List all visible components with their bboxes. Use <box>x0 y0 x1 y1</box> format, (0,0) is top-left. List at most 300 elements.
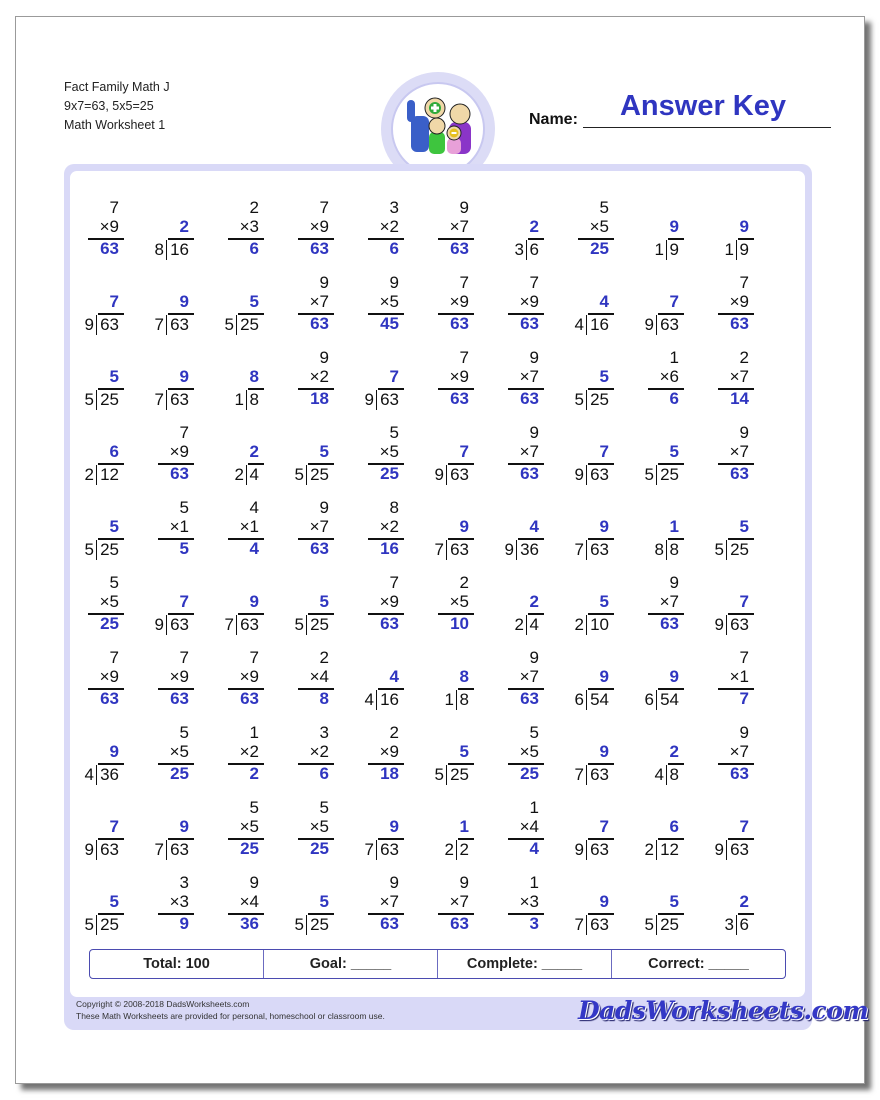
product-answer: 63 <box>520 689 539 708</box>
multiplicand: 5 <box>389 423 399 442</box>
divisor: 9 <box>574 465 584 484</box>
multiplier: ×5 <box>449 592 469 611</box>
divisor: 5 <box>84 390 94 409</box>
quotient-answer: 7 <box>179 592 189 611</box>
product-answer: 18 <box>310 389 329 408</box>
multiplicand: 3 <box>389 198 399 217</box>
dividend: 25 <box>240 315 259 334</box>
divisor: 3 <box>514 240 524 259</box>
division-bracket <box>586 390 587 410</box>
divisor: 5 <box>294 915 304 934</box>
multiplier: ×7 <box>309 292 329 311</box>
quotient-answer: 1 <box>459 817 469 836</box>
multiplicand: 2 <box>739 348 749 367</box>
product-answer: 25 <box>100 614 119 633</box>
divisor: 4 <box>574 315 584 334</box>
dividend: 2 <box>459 840 469 859</box>
multiplicand: 9 <box>319 348 329 367</box>
divisor: 5 <box>644 465 654 484</box>
dividend: 63 <box>450 540 469 559</box>
quotient-answer: 4 <box>389 667 399 686</box>
product-answer: 63 <box>310 539 329 558</box>
quotient-answer: 7 <box>599 442 609 461</box>
multiplication-problem <box>75 198 135 260</box>
multiplication-problem <box>75 573 135 635</box>
copyright-line: Copyright © 2008-2018 DadsWorksheets.com <box>76 999 250 1009</box>
multiplication-problem <box>215 198 275 260</box>
divisor: 9 <box>574 840 584 859</box>
multiplicand: 3 <box>319 723 329 742</box>
multiplier: ×7 <box>309 517 329 536</box>
divisor: 1 <box>444 690 454 709</box>
division-problem <box>355 348 415 410</box>
division-problem <box>355 798 415 860</box>
dividend: 25 <box>660 465 679 484</box>
product-answer: 25 <box>240 839 259 858</box>
divisor: 7 <box>154 840 164 859</box>
quotient-answer: 2 <box>529 217 539 236</box>
multiplication-problem <box>565 198 625 260</box>
dividend: 9 <box>739 240 749 259</box>
worksheet-facts: 9x7=63, 5x5=25 <box>64 99 154 113</box>
dividend: 25 <box>730 540 749 559</box>
worksheet-title: Fact Family Math J <box>64 80 170 94</box>
quotient-answer: 5 <box>109 367 119 386</box>
multiplicand: 9 <box>389 873 399 892</box>
dividend: 12 <box>660 840 679 859</box>
product-answer: 63 <box>380 614 399 633</box>
multiplier: ×9 <box>379 592 399 611</box>
product-answer: 63 <box>520 464 539 483</box>
division-problem <box>565 348 625 410</box>
dividend: 4 <box>529 615 539 634</box>
multiplicand: 9 <box>249 873 259 892</box>
dividend: 63 <box>100 315 119 334</box>
multiplication-problem <box>145 648 205 710</box>
multiplicand: 9 <box>739 423 749 442</box>
multiplication-problem <box>425 198 485 260</box>
division-problem <box>495 498 555 560</box>
division-problem <box>635 198 695 260</box>
divisor: 2 <box>574 615 584 634</box>
multiplication-problem <box>285 348 345 410</box>
multiplication-problem <box>285 723 345 785</box>
product-answer: 63 <box>380 914 399 933</box>
division-bracket <box>666 540 667 560</box>
quotient-answer: 9 <box>179 292 189 311</box>
quotient-answer: 5 <box>739 517 749 536</box>
multiplicand: 7 <box>109 198 119 217</box>
divisor: 9 <box>714 615 724 634</box>
divisor: 5 <box>714 540 724 559</box>
product-answer: 63 <box>100 689 119 708</box>
goal-field: Goal: _____ <box>264 950 438 978</box>
multiplication-problem <box>355 573 415 635</box>
quotient-answer: 9 <box>599 892 609 911</box>
quotient-answer: 7 <box>459 442 469 461</box>
multiplicand: 9 <box>669 573 679 592</box>
division-bracket <box>656 915 657 935</box>
division-bracket <box>166 840 167 860</box>
division-bracket <box>456 840 457 860</box>
multiplicand: 7 <box>529 273 539 292</box>
divisor: 5 <box>224 315 234 334</box>
multiplicand: 5 <box>319 798 329 817</box>
divisor: 4 <box>654 765 664 784</box>
quotient-answer: 4 <box>529 517 539 536</box>
multiplier: ×2 <box>239 742 259 761</box>
division-problem <box>285 423 345 485</box>
multiplication-problem <box>495 348 555 410</box>
worksheet-number: Math Worksheet 1 <box>64 118 166 132</box>
dividend: 36 <box>100 765 119 784</box>
multiplier: ×3 <box>239 217 259 236</box>
division-bracket <box>446 765 447 785</box>
product-answer: 63 <box>520 389 539 408</box>
multiplication-problem <box>355 873 415 935</box>
divisor: 2 <box>234 465 244 484</box>
dividend: 8 <box>669 765 679 784</box>
dividend: 25 <box>100 390 119 409</box>
division-problem <box>75 873 135 935</box>
multiplier: ×9 <box>729 292 749 311</box>
division-bracket <box>666 240 667 260</box>
quotient-answer: 7 <box>669 292 679 311</box>
multiplicand: 5 <box>179 723 189 742</box>
name-label: Name: <box>529 111 578 128</box>
multiplier: ×9 <box>169 442 189 461</box>
multiplication-problem <box>635 573 695 635</box>
score-bar <box>89 949 786 979</box>
division-problem <box>565 648 625 710</box>
quotient-answer: 9 <box>739 217 749 236</box>
multiplication-problem <box>705 348 765 410</box>
multiplication-problem <box>495 873 555 935</box>
multiplication-problem <box>495 273 555 335</box>
divisor: 9 <box>154 615 164 634</box>
multiplication-problem <box>215 648 275 710</box>
multiplicand: 7 <box>389 573 399 592</box>
divisor: 4 <box>364 690 374 709</box>
divisor: 5 <box>644 915 654 934</box>
multiplier: ×1 <box>239 517 259 536</box>
product-answer: 63 <box>450 314 469 333</box>
product-answer: 6 <box>669 389 679 408</box>
multiplicand: 9 <box>529 348 539 367</box>
division-problem <box>425 798 485 860</box>
multiplicand: 7 <box>109 648 119 667</box>
division-problem <box>565 723 625 785</box>
division-bracket <box>376 840 377 860</box>
divisor: 1 <box>654 240 664 259</box>
division-bracket <box>236 615 237 635</box>
usage-line: These Math Worksheets are provided for personal, homeschool or classroom use. <box>76 1011 385 1021</box>
division-bracket <box>96 840 97 860</box>
quotient-answer: 2 <box>529 592 539 611</box>
quotient-answer: 9 <box>599 667 609 686</box>
divisor: 3 <box>724 915 734 934</box>
division-problem <box>75 348 135 410</box>
multiplicand: 9 <box>459 873 469 892</box>
multiplier: ×5 <box>519 742 539 761</box>
division-problem <box>145 573 205 635</box>
dividend: 63 <box>170 315 189 334</box>
multiplier: ×9 <box>309 217 329 236</box>
multiplicand: 9 <box>459 198 469 217</box>
divisor: 9 <box>364 390 374 409</box>
multiplier: ×4 <box>239 892 259 911</box>
multiplier: ×5 <box>589 217 609 236</box>
product-answer: 25 <box>170 764 189 783</box>
divisor: 7 <box>434 540 444 559</box>
multiplicand: 7 <box>459 273 469 292</box>
multiplication-problem <box>75 648 135 710</box>
multiplier: ×7 <box>519 442 539 461</box>
division-problem <box>635 723 695 785</box>
division-bracket <box>246 465 247 485</box>
division-problem <box>635 498 695 560</box>
product-answer: 63 <box>100 239 119 258</box>
multiplier: ×7 <box>449 217 469 236</box>
division-bracket <box>446 540 447 560</box>
multiplicand: 7 <box>739 648 749 667</box>
divisor: 8 <box>154 240 164 259</box>
complete-field: Complete: _____ <box>438 950 612 978</box>
product-answer: 63 <box>170 689 189 708</box>
total-count: Total: 100 <box>90 950 264 978</box>
multiplicand: 5 <box>249 798 259 817</box>
multiplication-problem <box>705 423 765 485</box>
quotient-answer: 9 <box>179 817 189 836</box>
divisor: 7 <box>574 765 584 784</box>
multiplication-problem <box>495 423 555 485</box>
quotient-answer: 5 <box>459 742 469 761</box>
product-answer: 4 <box>529 839 539 858</box>
brand-logo: DadsWorksheets.com <box>578 996 869 1025</box>
multiplicand: 2 <box>319 648 329 667</box>
multiplication-problem <box>355 723 415 785</box>
multiplication-problem <box>145 873 205 935</box>
dividend: 25 <box>310 465 329 484</box>
division-problem <box>75 273 135 335</box>
dividend: 25 <box>100 915 119 934</box>
dividend: 4 <box>249 465 259 484</box>
quotient-answer: 6 <box>669 817 679 836</box>
multiplier: ×7 <box>659 592 679 611</box>
quotient-answer: 5 <box>109 892 119 911</box>
division-bracket <box>586 765 587 785</box>
multiplication-problem <box>495 723 555 785</box>
multiplier: ×9 <box>169 667 189 686</box>
division-bracket <box>96 765 97 785</box>
quotient-answer: 6 <box>109 442 119 461</box>
division-bracket <box>166 615 167 635</box>
dividend: 8 <box>669 540 679 559</box>
dividend: 54 <box>660 690 679 709</box>
multiplication-problem <box>355 273 415 335</box>
multiplier: ×1 <box>169 517 189 536</box>
quotient-answer: 9 <box>389 817 399 836</box>
multiplication-problem <box>355 498 415 560</box>
multiplicand: 5 <box>529 723 539 742</box>
multiplier: ×9 <box>449 292 469 311</box>
division-bracket <box>166 240 167 260</box>
division-bracket <box>96 315 97 335</box>
product-answer: 63 <box>660 614 679 633</box>
multiplier: ×3 <box>169 892 189 911</box>
multiplier: ×7 <box>519 367 539 386</box>
dividend: 10 <box>590 615 609 634</box>
multiplicand: 5 <box>109 573 119 592</box>
quotient-answer: 7 <box>109 292 119 311</box>
multiplicand: 7 <box>739 273 749 292</box>
divisor: 9 <box>644 315 654 334</box>
division-problem <box>565 873 625 935</box>
division-bracket <box>586 540 587 560</box>
division-bracket <box>446 465 447 485</box>
dividend: 63 <box>100 840 119 859</box>
divisor: 8 <box>654 540 664 559</box>
multiplier: ×7 <box>449 892 469 911</box>
multiplication-problem <box>705 648 765 710</box>
multiplication-problem <box>285 273 345 335</box>
division-bracket <box>376 390 377 410</box>
multiplicand: 4 <box>249 498 259 517</box>
multiplication-problem <box>425 873 485 935</box>
dividend: 54 <box>590 690 609 709</box>
divisor: 2 <box>84 465 94 484</box>
divisor: 5 <box>574 390 584 409</box>
division-problem <box>565 798 625 860</box>
multiplication-problem <box>495 798 555 860</box>
product-answer: 18 <box>380 764 399 783</box>
product-answer: 63 <box>520 314 539 333</box>
multiplication-problem <box>425 573 485 635</box>
dividend: 8 <box>249 390 259 409</box>
multiplier: ×4 <box>519 817 539 836</box>
division-problem <box>705 798 765 860</box>
product-answer: 6 <box>249 239 259 258</box>
division-bracket <box>586 690 587 710</box>
multiplicand: 1 <box>529 798 539 817</box>
product-answer: 63 <box>310 314 329 333</box>
divisor: 9 <box>504 540 514 559</box>
multiplication-problem <box>355 423 415 485</box>
dividend: 63 <box>590 765 609 784</box>
dividend: 36 <box>520 540 539 559</box>
multiplication-problem <box>215 798 275 860</box>
division-problem <box>285 573 345 635</box>
quotient-answer: 7 <box>739 592 749 611</box>
multiplicand: 2 <box>389 723 399 742</box>
quotient-answer: 5 <box>319 442 329 461</box>
multiplier: ×7 <box>729 367 749 386</box>
multiplication-problem <box>705 723 765 785</box>
multiplier: ×9 <box>239 667 259 686</box>
quotient-answer: 5 <box>319 892 329 911</box>
multiplication-problem <box>285 198 345 260</box>
multiplication-problem <box>285 498 345 560</box>
multiplication-problem <box>495 648 555 710</box>
division-bracket <box>96 540 97 560</box>
division-bracket <box>586 465 587 485</box>
dividend: 25 <box>660 915 679 934</box>
multiplier: ×2 <box>379 517 399 536</box>
multiplicand: 1 <box>249 723 259 742</box>
division-bracket <box>526 240 527 260</box>
multiplication-problem <box>355 198 415 260</box>
multiplicand: 7 <box>179 648 189 667</box>
product-answer: 8 <box>319 689 329 708</box>
product-answer: 25 <box>380 464 399 483</box>
product-answer: 63 <box>310 239 329 258</box>
divisor: 5 <box>84 540 94 559</box>
multiplicand: 5 <box>599 198 609 217</box>
quotient-answer: 8 <box>249 367 259 386</box>
dividend: 8 <box>459 690 469 709</box>
dividend: 63 <box>590 840 609 859</box>
dividend: 63 <box>240 615 259 634</box>
divisor: 6 <box>644 690 654 709</box>
division-problem <box>425 648 485 710</box>
divisor: 9 <box>84 315 94 334</box>
division-problem <box>215 348 275 410</box>
divisor: 5 <box>294 615 304 634</box>
division-bracket <box>726 540 727 560</box>
multiplication-problem <box>215 873 275 935</box>
division-problem <box>495 573 555 635</box>
product-answer: 6 <box>319 764 329 783</box>
multiplicand: 5 <box>179 498 189 517</box>
multiplication-problem <box>145 723 205 785</box>
division-bracket <box>236 315 237 335</box>
division-bracket <box>736 240 737 260</box>
division-problem <box>425 498 485 560</box>
multiplier: ×2 <box>309 742 329 761</box>
product-answer: 4 <box>249 539 259 558</box>
dividend: 63 <box>450 465 469 484</box>
division-bracket <box>516 540 517 560</box>
dividend: 25 <box>100 540 119 559</box>
divisor: 6 <box>574 690 584 709</box>
product-answer: 16 <box>380 539 399 558</box>
division-problem <box>425 423 485 485</box>
multiplier: ×6 <box>659 367 679 386</box>
division-problem <box>565 573 625 635</box>
quotient-answer: 9 <box>669 217 679 236</box>
product-answer: 63 <box>450 239 469 258</box>
division-problem <box>705 498 765 560</box>
multiplicand: 9 <box>319 273 329 292</box>
quotient-answer: 8 <box>459 667 469 686</box>
multiplicand: 7 <box>459 348 469 367</box>
multiplication-problem <box>425 348 485 410</box>
division-problem <box>75 423 135 485</box>
dividend: 63 <box>380 840 399 859</box>
multiplicand: 8 <box>389 498 399 517</box>
division-problem <box>565 423 625 485</box>
answer-key-label: Answer Key <box>619 90 786 122</box>
division-problem <box>145 273 205 335</box>
divisor: 2 <box>444 840 454 859</box>
dividend: 12 <box>100 465 119 484</box>
division-problem <box>285 873 345 935</box>
product-answer: 5 <box>179 539 189 558</box>
multiplicand: 7 <box>249 648 259 667</box>
product-answer: 63 <box>450 914 469 933</box>
quotient-answer: 7 <box>389 367 399 386</box>
product-answer: 63 <box>730 314 749 333</box>
